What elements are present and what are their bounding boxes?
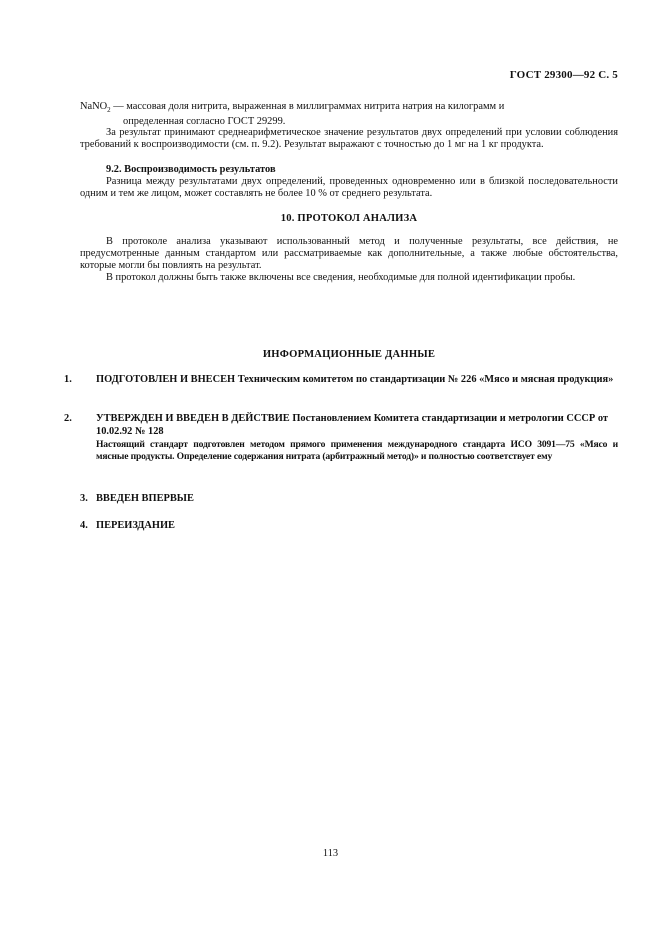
formula-subscript: 2 [107, 106, 111, 115]
result-paragraph: За результат принимают среднеарифметическое значение результатов двух определений при условии соблюдения требований к воспроизводимости (см. п. 9.2). Результат выражают с точностью до 1 мг на 1 кг продукта. [80, 127, 618, 151]
info-item-number: 1. [64, 374, 72, 385]
section-9-2-heading: 9.2. Воспроизводимость результатов [106, 164, 276, 175]
info-item-lead: УТВЕРЖДЕН И ВВЕДЕН В ДЕЙСТВИЕ [96, 413, 290, 424]
definition-line-1 [80, 101, 618, 116]
info-item-number: 3. [80, 493, 88, 504]
info-item-text: Техническим комитетом по стандартизации № 226 «Мясо и мясная продукция» [235, 374, 614, 385]
definition-text-2: определенная согласно ГОСТ 29299. [123, 116, 286, 128]
info-item-lead: ВВЕДЕН ВПЕРВЫЕ [96, 493, 194, 504]
info-item-number: 4. [80, 520, 88, 531]
section-10-para-2: В протокол должны быть также включены все сведения, необходимые для полной идентификации пробы. [106, 272, 576, 283]
section-10-heading: 10. ПРОТОКОЛ АНАЛИЗА [280, 213, 418, 224]
formula-symbol: NaNO [80, 101, 108, 112]
info-item-lead: ПЕРЕИЗДАНИЕ [96, 520, 175, 531]
info-item-4 [80, 520, 618, 533]
definition-text-1: массовая доля нитрита, выраженная в миллиграммах нитрита натрия на килограмм и [126, 101, 505, 112]
section-10-para-1: В протоколе анализа указывают использованный метод и полученные результаты, все действия, не предусмотренные данным стандартом или рассматриваемые как дополнительные, а также любые обстоятельства, которые могли бы повлиять на результат. [80, 236, 618, 272]
info-item-text: Постановлением Комитета стандартизации и метрологии СССР от 10.02.92 № 128 [96, 413, 608, 437]
info-heading: ИНФОРМАЦИОННЫЕ ДАННЫЕ [262, 349, 436, 360]
info-item-2-note: Настоящий стандарт подготовлен методом прямого применения международного стандарта ИСО 3091—75 «Мясо и мясные продукты. Определение содержания нитрата (арбитражный метод)» и полностью соответствует ему [96, 439, 618, 463]
info-item-1 [64, 374, 634, 387]
info-item-2 [64, 413, 634, 438]
info-item-lead: ПОДГОТОВЛЕН И ВНЕСЕН [96, 374, 236, 385]
page-number: 113 [322, 848, 339, 859]
info-item-number: 2. [64, 413, 72, 424]
section-9-2-text: Разница между результатами двух определений, проведенных одновременно или в близкой последовательности одним и тем же лицом, может составлять не более 10 % от среднего результата. [80, 176, 618, 200]
formula-dash: — [110, 101, 127, 112]
info-item-3 [80, 493, 618, 506]
running-header: ГОСТ 29300—92 С. 5 [509, 69, 618, 81]
definition-block [80, 101, 618, 128]
